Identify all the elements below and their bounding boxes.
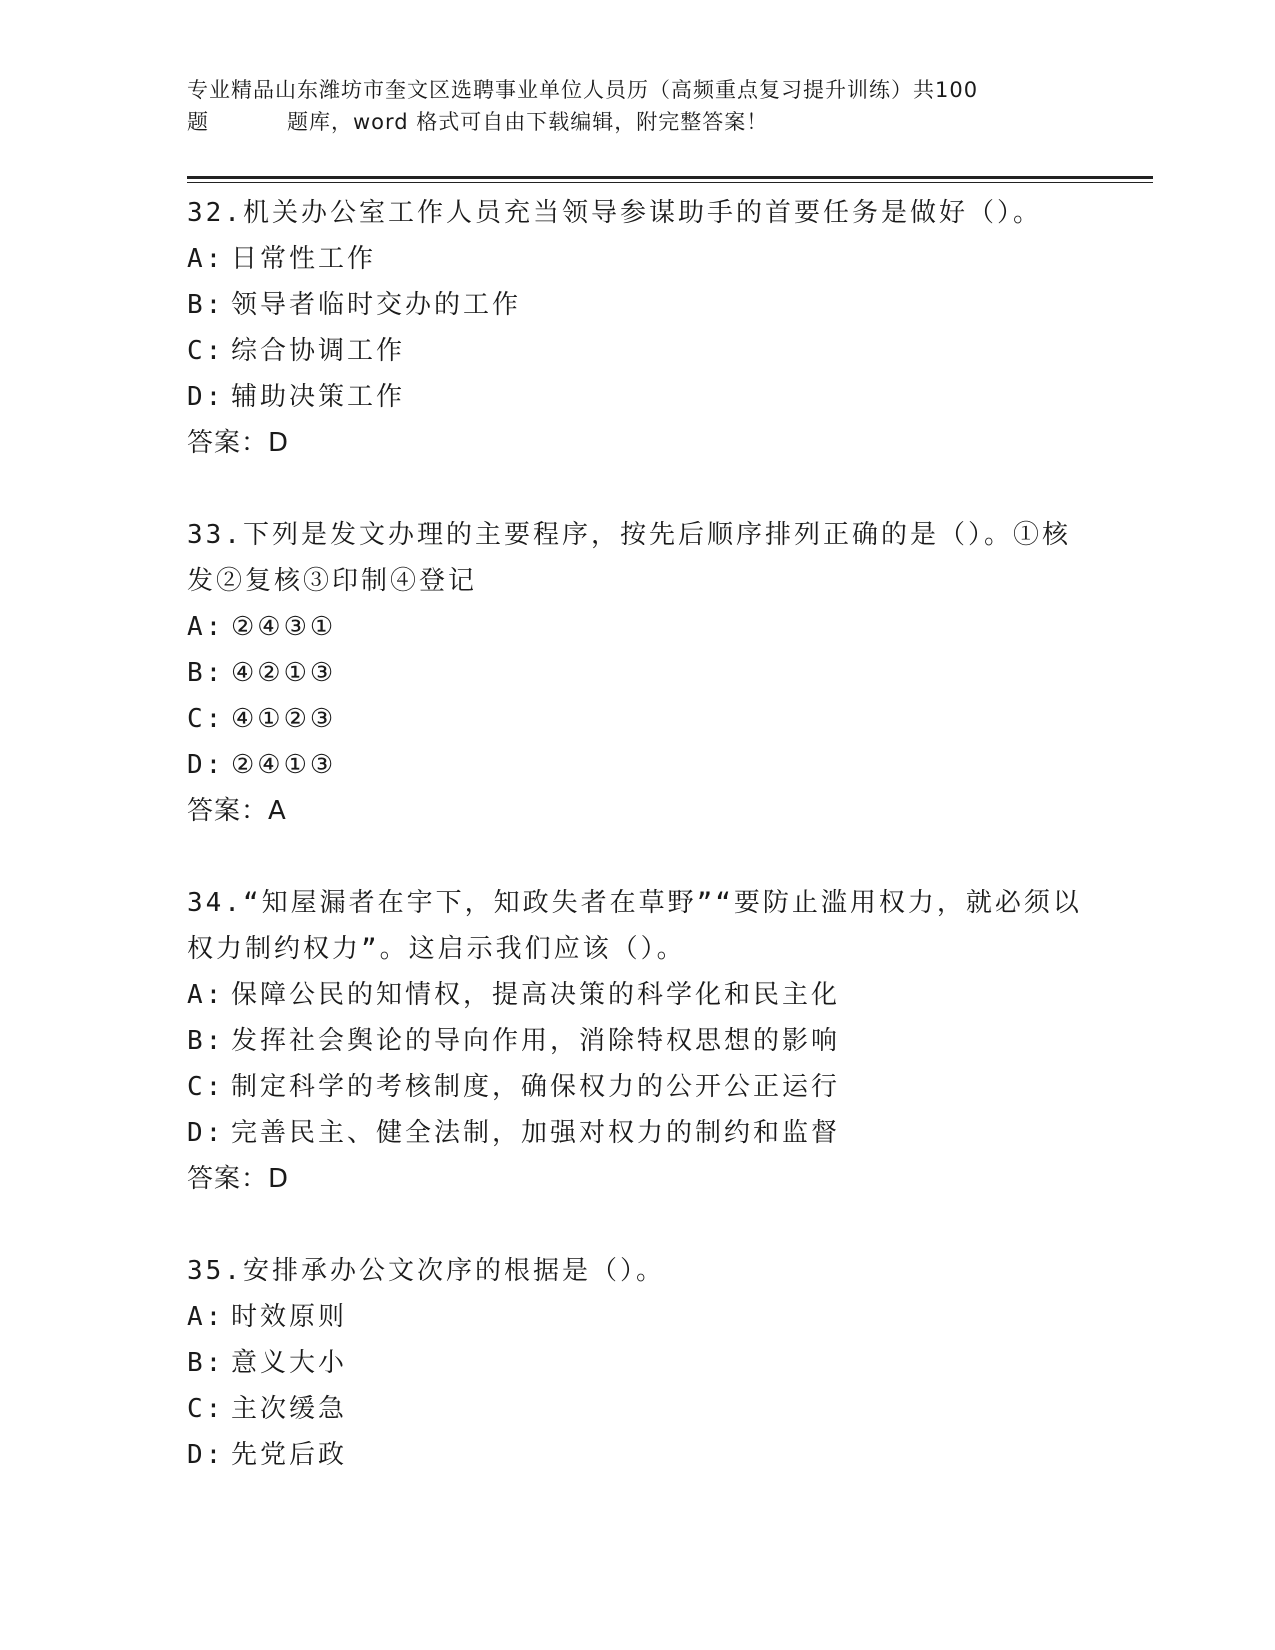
option-label: C: — [187, 336, 225, 366]
question-stem: 34.“知屋漏者在宇下，知政失者在草野”“要防止滥用权力，就必须以权力制约权力”。这启示我们应该（）。 — [187, 888, 1082, 964]
header-divider-thick — [187, 176, 1153, 179]
option-label: C: — [187, 1072, 225, 1102]
option-d — [187, 742, 1087, 788]
option-text: ②④③① — [231, 612, 337, 642]
question-stem: 33.下列是发文办理的主要程序，按先后顺序排列正确的是（）。①核发②复核③印制④登记 — [187, 520, 1071, 596]
option-a — [187, 604, 1087, 650]
option-text: 领导者临时交办的工作 — [231, 290, 522, 320]
answer-text: 答案：D — [187, 428, 290, 458]
option-text: ④②①③ — [231, 658, 337, 688]
option-a — [187, 972, 1087, 1018]
option-text: 辅助决策工作 — [231, 382, 406, 412]
answer-text: 答案：D — [187, 1164, 290, 1194]
document-header — [187, 74, 1087, 138]
header-divider-thin — [187, 182, 1153, 183]
option-a — [187, 236, 1087, 282]
option-label: B: — [187, 658, 225, 688]
answer-text: 答案：A — [187, 796, 287, 826]
option-c — [187, 1064, 1087, 1110]
option-text: 主次缓急 — [231, 1394, 348, 1424]
option-d — [187, 374, 1087, 420]
option-text: ②④①③ — [231, 750, 337, 780]
option-c — [187, 328, 1087, 374]
option-b — [187, 1340, 1087, 1386]
option-text: 意义大小 — [231, 1348, 348, 1378]
option-d — [187, 1432, 1087, 1478]
option-text: 综合协调工作 — [231, 336, 406, 366]
question-item — [187, 512, 1087, 834]
header-subtitle-prefix: 题 — [187, 110, 209, 134]
option-a — [187, 1294, 1087, 1340]
option-d — [187, 1110, 1087, 1156]
option-text: 保障公民的知情权，提高决策的科学化和民主化 — [231, 980, 841, 1010]
option-label: D: — [187, 382, 225, 412]
option-label: D: — [187, 1118, 225, 1148]
option-text: 时效原则 — [231, 1302, 348, 1332]
option-label: C: — [187, 704, 225, 734]
option-text: ④①②③ — [231, 704, 337, 734]
question-item — [187, 1248, 1087, 1478]
question-item — [187, 880, 1087, 1202]
option-b — [187, 650, 1087, 696]
option-text: 发挥社会舆论的导向作用，消除特权思想的影响 — [231, 1026, 841, 1056]
question-list — [187, 190, 1087, 1524]
option-label: A: — [187, 612, 225, 642]
question-stem: 32.机关办公室工作人员充当领导参谋助手的首要任务是做好（）。 — [187, 198, 1042, 228]
question-stem: 35.安排承办公文次序的根据是（）。 — [187, 1256, 665, 1286]
header-title-line: 专业精品山东潍坊市奎文区选聘事业单位人员历（高频重点复习提升训练）共100 — [187, 78, 979, 102]
option-label: A: — [187, 244, 225, 274]
option-text: 制定科学的考核制度，确保权力的公开公正运行 — [231, 1072, 841, 1102]
option-text: 日常性工作 — [231, 244, 377, 274]
option-label: A: — [187, 1302, 225, 1332]
question-item — [187, 190, 1087, 466]
option-label: B: — [187, 1026, 225, 1056]
option-label: B: — [187, 1348, 225, 1378]
option-label: D: — [187, 750, 225, 780]
option-label: A: — [187, 980, 225, 1010]
option-c — [187, 696, 1087, 742]
header-subtitle-line — [187, 106, 1087, 138]
option-b — [187, 282, 1087, 328]
option-text: 完善民主、健全法制，加强对权力的制约和监督 — [231, 1118, 841, 1148]
option-label: D: — [187, 1440, 225, 1470]
option-b — [187, 1018, 1087, 1064]
option-label: C: — [187, 1394, 225, 1424]
option-label: B: — [187, 290, 225, 320]
option-text: 先党后政 — [231, 1440, 348, 1470]
option-c — [187, 1386, 1087, 1432]
header-subtitle-text: 题库，word 格式可自由下载编辑，附完整答案！ — [287, 110, 769, 134]
